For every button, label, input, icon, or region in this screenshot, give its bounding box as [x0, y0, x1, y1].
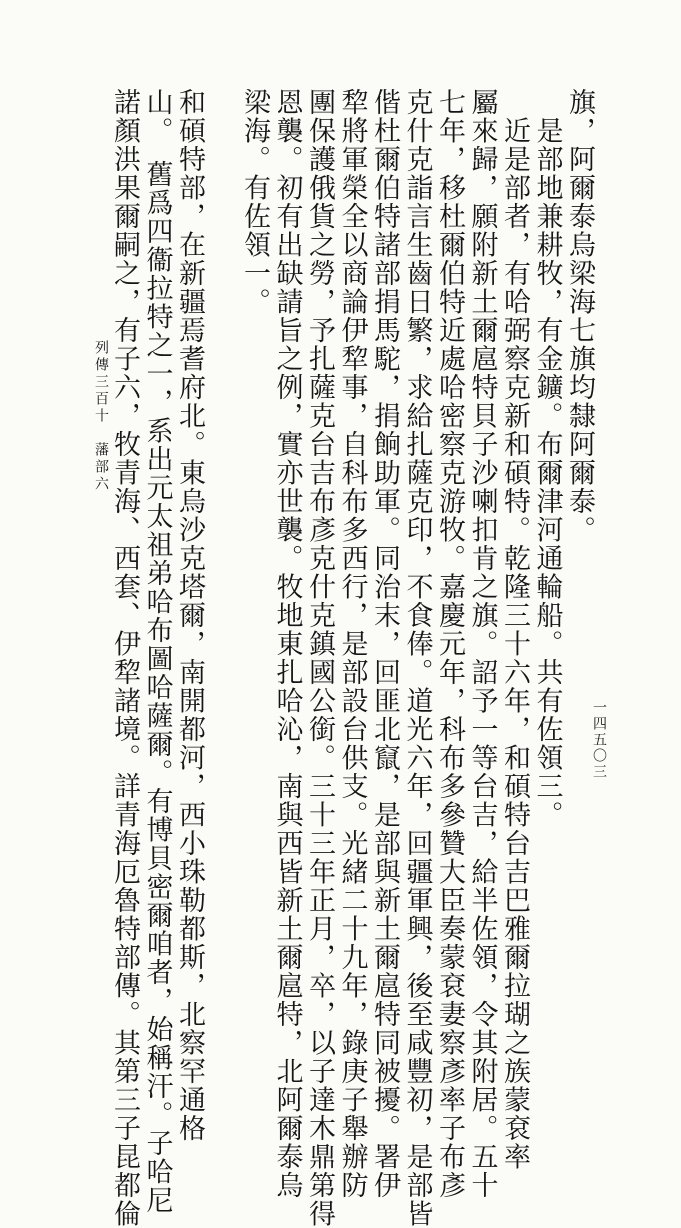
text-column-14: 山。 舊爲四衞拉特之一，系出元太祖弟哈布圖哈薩爾。有博貝密爾咱者，始稱汗。子哈尼 [141, 88, 173, 1215]
text-column-11: 梁海。有佐領一。 [239, 88, 270, 316]
text-column-15: 諾顏洪果爾嗣之，有子六，牧青海、西套、伊犂諸境。詳青海厄魯特部傳。其第三子昆都倫 [109, 88, 140, 1228]
text-column-2: 是部地兼耕牧，有金鑛。布爾津河通輪船。共有佐領三。 [531, 88, 563, 829]
text-column-1: 旗，阿爾泰烏梁海七旗均隸阿爾泰。 [564, 88, 595, 544]
text-column-8: 犂將軍榮全以商論伊犂事，自科布多西行，是部設台供支。光緒二十九年，錄庚子舉辦防 [336, 88, 368, 1200]
text-column-13: 和碩特部，在新疆焉耆府北。東烏沙克塔爾，南開都河，西小珠勒都斯，北察罕通格 [174, 88, 205, 1143]
text-column-9: 團保護俄貨之勞，予扎薩克台吉布彥克什克鎮國公銜。三十三年正月，卒，以子達木鼎第得 [304, 88, 335, 1228]
page-number: 一四五〇三 [591, 700, 607, 780]
text-column-7: 偕杜爾伯特諸部捐馬駝，捐餉助軍。同治末，回匪北竄，是部與新土爾扈特同被擾。署伊 [369, 88, 400, 1200]
text-column-3: 近是部者，有哈弼察克新和碩特。乾隆三十六年，和碩特台吉巴雅爾拉瑚之族蒙袞率 [499, 88, 530, 1171]
running-title: 列傳三百十 藩部六 [93, 340, 109, 493]
text-column-10: 恩襲。初有出缺請旨之例，實亦世襲。牧地東扎哈沁，南與西皆新土爾扈特，北阿爾泰烏 [271, 88, 303, 1200]
text-column-5: 七年，移杜爾伯特近處哈密察克游牧。嘉慶元年，科布多參贊大臣奏蒙袞妻察彥率子布彥 [434, 88, 465, 1200]
text-column-6: 克什克詣言生齒日繁，求給扎薩克印，不食俸。道光六年，回疆軍興，後至咸豐初，是部皆 [401, 88, 433, 1228]
text-column-4: 屬來歸，願附新土爾扈特貝子沙喇扣肯之旗。詔予一等台吉，給半佐領，令其附居。五十 [466, 88, 498, 1200]
